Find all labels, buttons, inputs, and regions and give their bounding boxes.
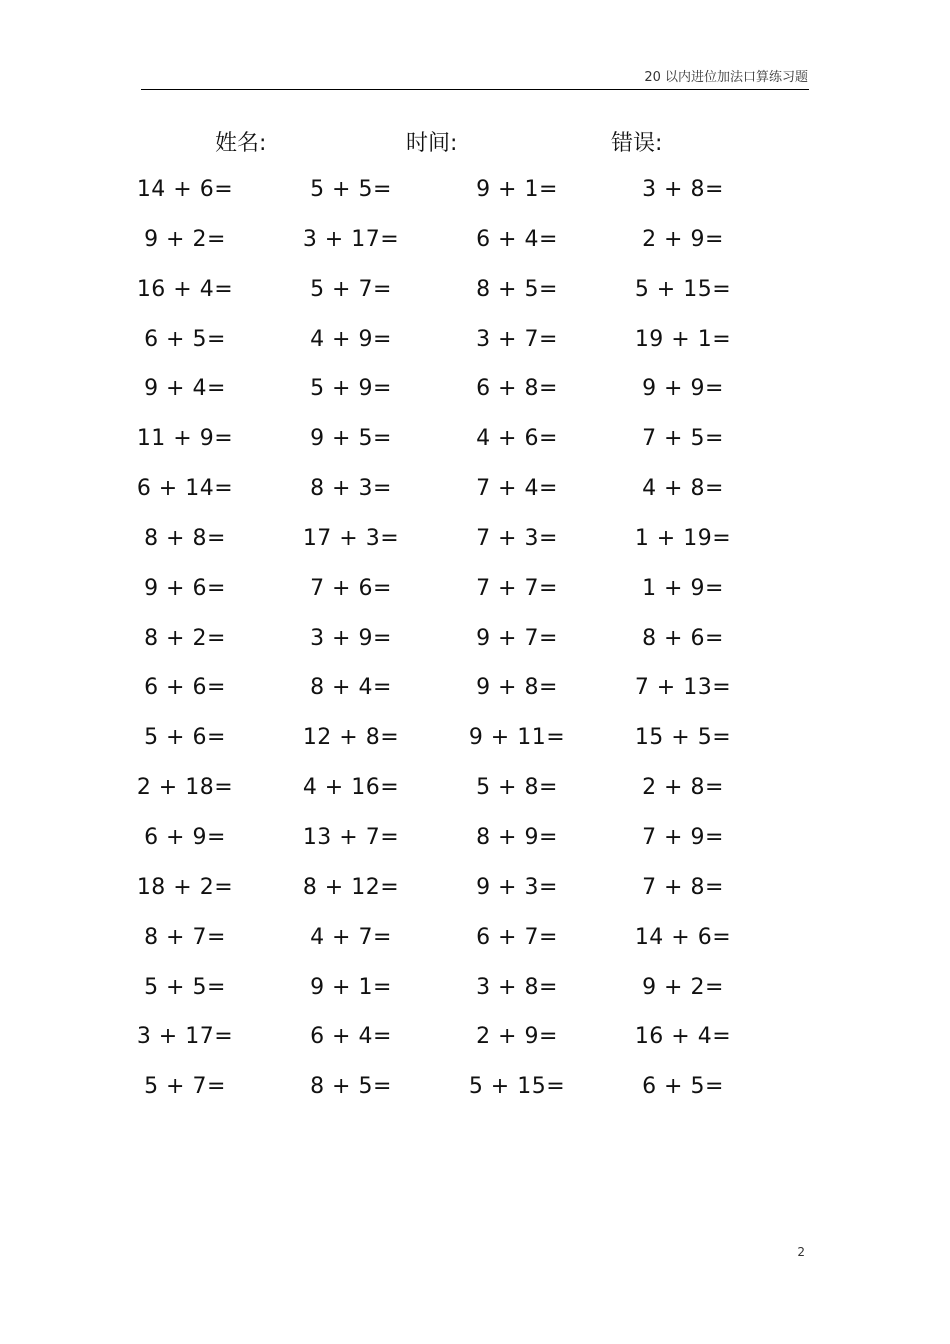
problem-cell: 19 + 1= [634, 326, 732, 352]
problem-row [0, 715, 950, 765]
name-label: 姓名: [215, 131, 267, 156]
problem-row [0, 466, 950, 516]
problem-cell: 13 + 7= [302, 824, 400, 850]
problem-cell: 5 + 7= [144, 1074, 226, 1100]
problem-cell: 5 + 8= [476, 775, 558, 801]
problem-row [0, 815, 950, 865]
problem-row [0, 965, 950, 1015]
problem-row [0, 416, 950, 466]
problem-cell: 6 + 8= [476, 376, 558, 402]
problem-cell: 5 + 5= [310, 177, 392, 202]
problem-row [0, 566, 950, 616]
problem-row [0, 1014, 950, 1064]
problem-cell: 8 + 2= [144, 625, 226, 651]
problem-row [0, 865, 950, 915]
problem-cell: 9 + 2= [642, 974, 724, 1000]
problem-cell: 14 + 6= [136, 177, 234, 202]
problem-cell: 6 + 5= [144, 326, 226, 352]
problem-cell: 7 + 3= [476, 525, 558, 551]
errors-label: 错误: [611, 131, 663, 156]
problem-cell: 1 + 19= [634, 525, 732, 551]
page-number: 2 [797, 1245, 805, 1259]
problem-cell: 16 + 4= [634, 1024, 732, 1050]
problem-row [0, 665, 950, 715]
problem-cell: 7 + 8= [642, 874, 724, 900]
problem-cell: 4 + 9= [310, 326, 392, 352]
problem-row [0, 217, 950, 267]
problem-cell: 9 + 3= [476, 874, 558, 900]
problem-cell: 6 + 6= [144, 675, 226, 701]
problem-cell: 7 + 9= [642, 824, 724, 850]
header-divider [141, 89, 809, 90]
problem-cell: 7 + 13= [634, 675, 732, 701]
problem-cell: 6 + 14= [136, 476, 234, 502]
problem-cell: 4 + 16= [302, 775, 400, 801]
problem-grid [0, 167, 950, 1114]
problem-cell: 6 + 4= [476, 226, 558, 252]
problem-cell: 3 + 8= [642, 177, 724, 202]
problem-row [0, 1064, 950, 1114]
problem-cell: 4 + 8= [642, 476, 724, 502]
problem-cell: 8 + 5= [310, 1074, 392, 1100]
problem-cell: 3 + 7= [476, 326, 558, 352]
problem-row [0, 167, 950, 217]
problem-cell: 9 + 11= [468, 725, 566, 751]
problem-cell: 1 + 9= [642, 575, 724, 601]
problem-cell: 6 + 4= [310, 1024, 392, 1050]
problem-cell: 9 + 1= [310, 974, 392, 1000]
problem-cell: 3 + 9= [310, 625, 392, 651]
problem-cell: 3 + 17= [136, 1024, 234, 1050]
problem-cell: 2 + 8= [642, 775, 724, 801]
problem-cell: 8 + 7= [144, 924, 226, 950]
problem-cell: 2 + 9= [476, 1024, 558, 1050]
problem-cell: 7 + 4= [476, 476, 558, 502]
problem-row [0, 267, 950, 317]
problem-cell: 2 + 9= [642, 226, 724, 252]
problem-cell: 7 + 5= [642, 426, 724, 452]
problem-cell: 3 + 8= [476, 974, 558, 1000]
problem-cell: 7 + 7= [476, 575, 558, 601]
problem-cell: 5 + 15= [634, 276, 732, 302]
problem-cell: 3 + 17= [302, 226, 400, 252]
problem-cell: 9 + 4= [144, 376, 226, 402]
problem-cell: 8 + 12= [302, 874, 400, 900]
problem-row [0, 366, 950, 416]
problem-cell: 4 + 6= [476, 426, 558, 452]
problem-cell: 8 + 5= [476, 276, 558, 302]
problem-cell: 5 + 6= [144, 725, 226, 751]
problem-cell: 4 + 7= [310, 924, 392, 950]
problem-cell: 12 + 8= [302, 725, 400, 751]
problem-cell: 9 + 5= [310, 426, 392, 452]
problem-cell: 9 + 7= [476, 625, 558, 651]
problem-row [0, 915, 950, 965]
problem-cell: 8 + 9= [476, 824, 558, 850]
problem-cell: 9 + 9= [642, 376, 724, 402]
problem-cell: 9 + 1= [476, 177, 558, 202]
problem-cell: 7 + 6= [310, 575, 392, 601]
problem-cell: 14 + 6= [634, 924, 732, 950]
problem-row [0, 616, 950, 666]
problem-cell: 8 + 4= [310, 675, 392, 701]
problem-cell: 6 + 7= [476, 924, 558, 950]
problem-cell: 9 + 8= [476, 675, 558, 701]
problem-cell: 5 + 7= [310, 276, 392, 302]
problem-row [0, 317, 950, 367]
problem-cell: 8 + 6= [642, 625, 724, 651]
problem-cell: 8 + 3= [310, 476, 392, 502]
problem-cell: 9 + 2= [144, 226, 226, 252]
problem-cell: 16 + 4= [136, 276, 234, 302]
problem-cell: 5 + 5= [144, 974, 226, 1000]
problem-cell: 9 + 6= [144, 575, 226, 601]
problem-cell: 5 + 15= [468, 1074, 566, 1100]
problem-row [0, 765, 950, 815]
problem-cell: 11 + 9= [136, 426, 234, 452]
header-title: 20 以内进位加法口算练习题 [644, 70, 808, 85]
problem-cell: 8 + 8= [144, 525, 226, 551]
problem-cell: 17 + 3= [302, 525, 400, 551]
problem-row [0, 516, 950, 566]
problem-cell: 15 + 5= [634, 725, 732, 751]
problem-cell: 18 + 2= [136, 874, 234, 900]
problem-cell: 5 + 9= [310, 376, 392, 402]
problem-cell: 6 + 9= [144, 824, 226, 850]
time-label: 时间: [406, 131, 458, 156]
problem-cell: 2 + 18= [136, 775, 234, 801]
problem-cell: 6 + 5= [642, 1074, 724, 1100]
